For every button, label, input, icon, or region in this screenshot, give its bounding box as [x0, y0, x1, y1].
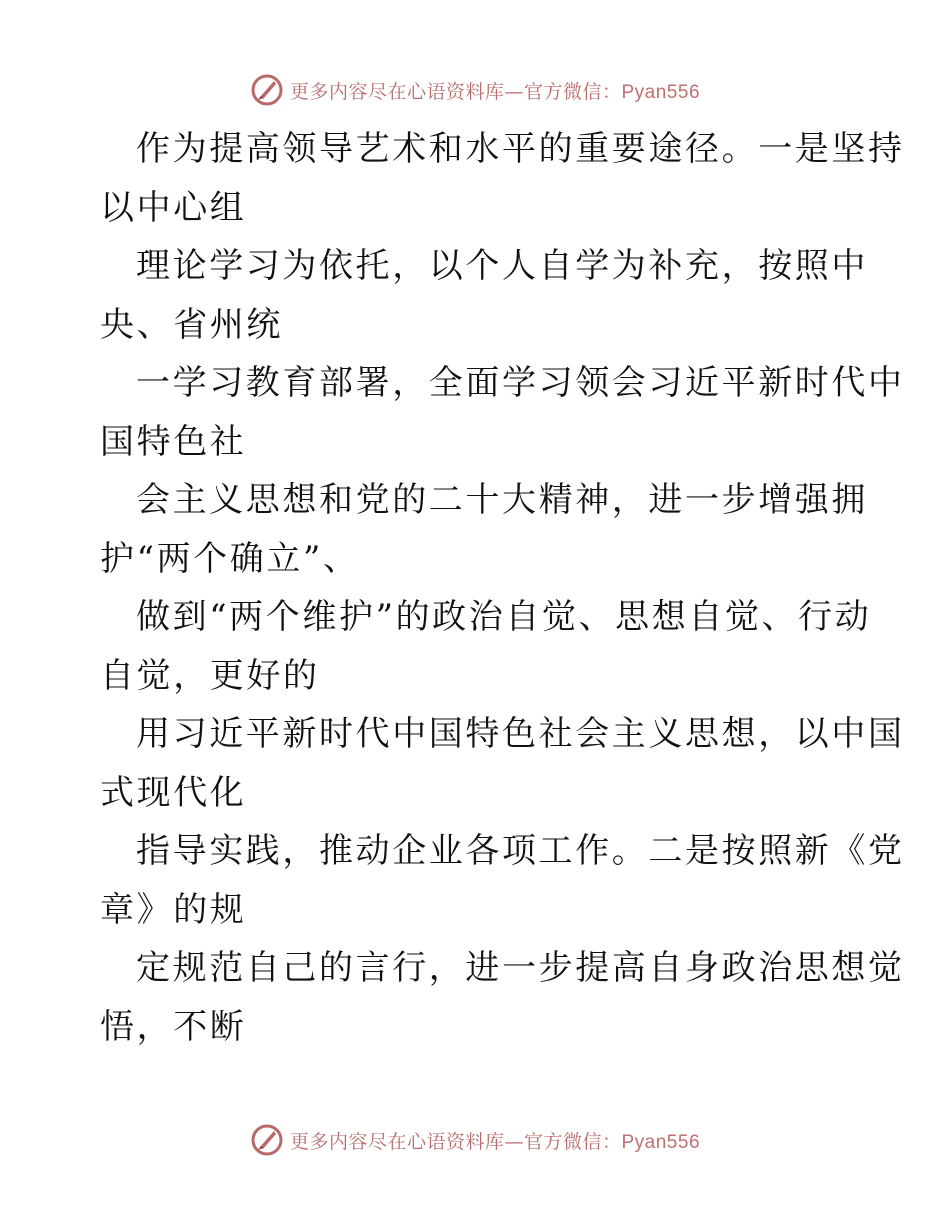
body-line: 作为提高领导艺术和水平的重要途径。一是坚持	[136, 129, 905, 169]
watermark-wechat-label: 官方微信：	[523, 1130, 622, 1153]
body-line: 定规范自己的言行，进一步提高自身政治思想觉	[136, 948, 905, 988]
watermark-separator: —	[504, 1130, 524, 1153]
body-line: 央、省州统	[100, 304, 283, 345]
watermark-wechat-id: Pyan556	[621, 1131, 701, 1153]
watermark-site-name: 更多内容尽在心语资料库	[289, 80, 505, 103]
body-line: 护“两个确立”、	[100, 538, 360, 579]
quill-pen-logo-icon	[250, 73, 284, 107]
document-body	[100, 120, 905, 1056]
header-watermark	[0, 70, 950, 110]
watermark-separator: —	[504, 80, 524, 103]
body-line: 会主义思想和党的二十大精神，进一步增强拥	[136, 480, 868, 520]
watermark-text	[290, 1127, 700, 1154]
body-line: 悟，不断	[100, 1006, 247, 1047]
body-line: 章》的规	[100, 889, 247, 930]
watermark-site-name: 更多内容尽在心语资料库	[289, 1130, 505, 1153]
body-line: 以中心组	[100, 187, 247, 228]
footer-watermark	[0, 1120, 950, 1160]
body-line: 做到“两个维护”的政治自觉、思想自觉、行动	[136, 597, 872, 637]
body-line: 一学习教育部署，全面学习领会习近平新时代中	[136, 363, 905, 403]
watermark-wechat-id: Pyan556	[621, 81, 701, 103]
watermark-text	[290, 77, 700, 104]
watermark-wechat-label: 官方微信：	[523, 80, 622, 103]
body-line: 理论学习为依托，以个人自学为补充，按照中	[136, 246, 868, 286]
body-line: 国特色社	[100, 421, 247, 462]
body-line: 指导实践，推动企业各项工作。二是按照新《党	[136, 831, 905, 871]
body-line: 式现代化	[100, 772, 247, 813]
body-line: 自觉，更好的	[100, 655, 320, 696]
quill-pen-logo-icon	[250, 1123, 284, 1157]
body-line: 用习近平新时代中国特色社会主义思想，以中国	[136, 714, 905, 754]
